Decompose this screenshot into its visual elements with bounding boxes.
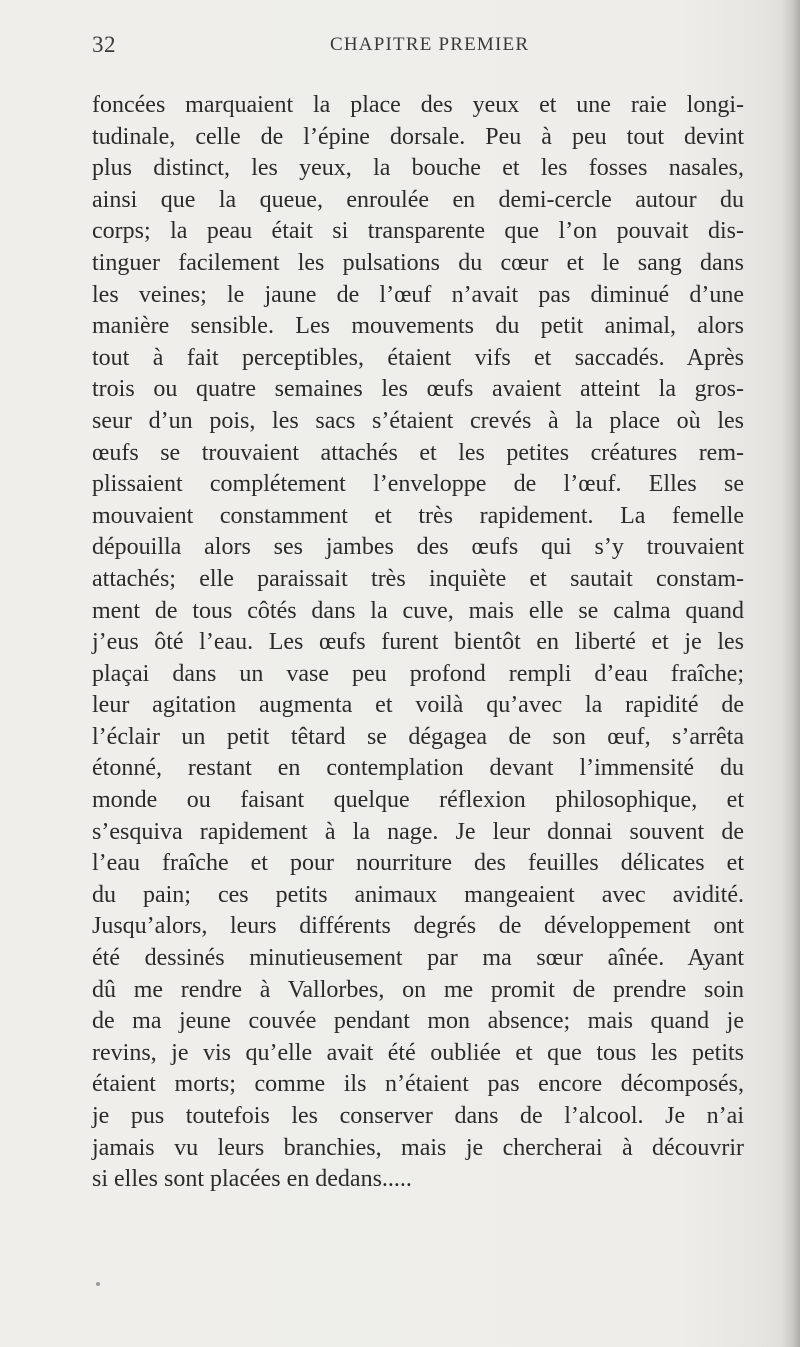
page-edge-shadow	[782, 0, 800, 1347]
text-line: plaçai dans un vase peu profond rempli d’eau fraîche;	[92, 660, 744, 687]
text-line: jamais vu leurs branchies, mais je chercherai à découvrir	[92, 1134, 744, 1161]
text-line: été dessinés minutieusement par ma sœur aînée. Ayant	[92, 945, 744, 972]
text-line: revins, je vis qu’elle avait été oubliée et que tous les petits	[92, 1039, 744, 1066]
text-line: œufs se trouvaient attachés et les petites créatures rem-	[92, 439, 744, 466]
text-line: tudinale, celle de l’épine dorsale. Peu à peu tout devint	[92, 123, 744, 150]
text-line: dépouilla alors ses jambes des œufs qui s’y trouvaient	[92, 534, 744, 561]
text-line: plus distinct, les yeux, la bouche et les fosses nasales,	[92, 155, 744, 182]
text-line: du pain; ces petits animaux mangeaient avec avidité.	[92, 881, 744, 908]
text-line: monde ou faisant quelque réflexion philosophique, et	[92, 787, 744, 814]
text-line: s’esquiva rapidement à la nage. Je leur donnai souvent de	[92, 818, 744, 845]
text-line: plissaient complétement l’enveloppe de l’œuf. Elles se	[92, 471, 744, 498]
text-line: les veines; le jaune de l’œuf n’avait pas diminué d’une	[92, 281, 744, 308]
text-line: tout à fait perceptibles, étaient vifs et saccadés. Après	[92, 344, 744, 371]
text-line: leur agitation augmenta et voilà qu’avec la rapidité de	[92, 692, 744, 719]
print-speck	[96, 1282, 100, 1286]
running-head: CHAPITRE PREMIER	[330, 34, 530, 55]
text-line: j’eus ôté l’eau. Les œufs furent bientôt en liberté et je les	[92, 629, 744, 656]
text-line: Jusqu’alors, leurs différents degrés de développement ont	[92, 913, 744, 940]
text-line: étonné, restant en contemplation devant l’immensité du	[92, 755, 744, 782]
text-line: l’eau fraîche et pour nourriture des feuilles délicates et	[92, 850, 744, 877]
text-line: corps; la peau était si transparente que l’on pouvait dis-	[92, 218, 744, 245]
text-line: ment de tous côtés dans la cuve, mais elle se calma quand	[92, 597, 744, 624]
page-number: 32	[92, 32, 116, 57]
text-line: seur d’un pois, les sacs s’étaient crevés à la place où les	[92, 407, 744, 434]
text-line: attachés; elle paraissait très inquiète et sautait constam-	[92, 565, 744, 592]
page-header	[92, 32, 712, 62]
text-line: l’éclair un petit têtard se dégagea de son œuf, s’arrêta	[92, 723, 744, 750]
text-line: trois ou quatre semaines les œufs avaient atteint la gros-	[92, 376, 744, 403]
text-line: dû me rendre à Vallorbes, on me promit de prendre soin	[92, 976, 744, 1003]
text-line: foncées marquaient la place des yeux et une raie longi-	[92, 92, 744, 118]
text-line: mouvaient constamment et très rapidement. La femelle	[92, 502, 744, 529]
body-text	[92, 90, 744, 1196]
text-line: si elles sont placées en dedans.....	[92, 1166, 412, 1193]
text-line: je pus toutefois les conserver dans de l’alcool. Je n’ai	[92, 1103, 744, 1129]
text-line: étaient morts; comme ils n’étaient pas encore décomposés,	[92, 1071, 744, 1098]
text-line: de ma jeune couvée pendant mon absence; mais quand je	[92, 1008, 744, 1035]
text-line: ainsi que la queue, enroulée en demi-cercle autour du	[92, 186, 744, 213]
text-line: manière sensible. Les mouvements du petit animal, alors	[92, 313, 744, 340]
text-line: tinguer facilement les pulsations du cœur et le sang dans	[92, 249, 744, 276]
